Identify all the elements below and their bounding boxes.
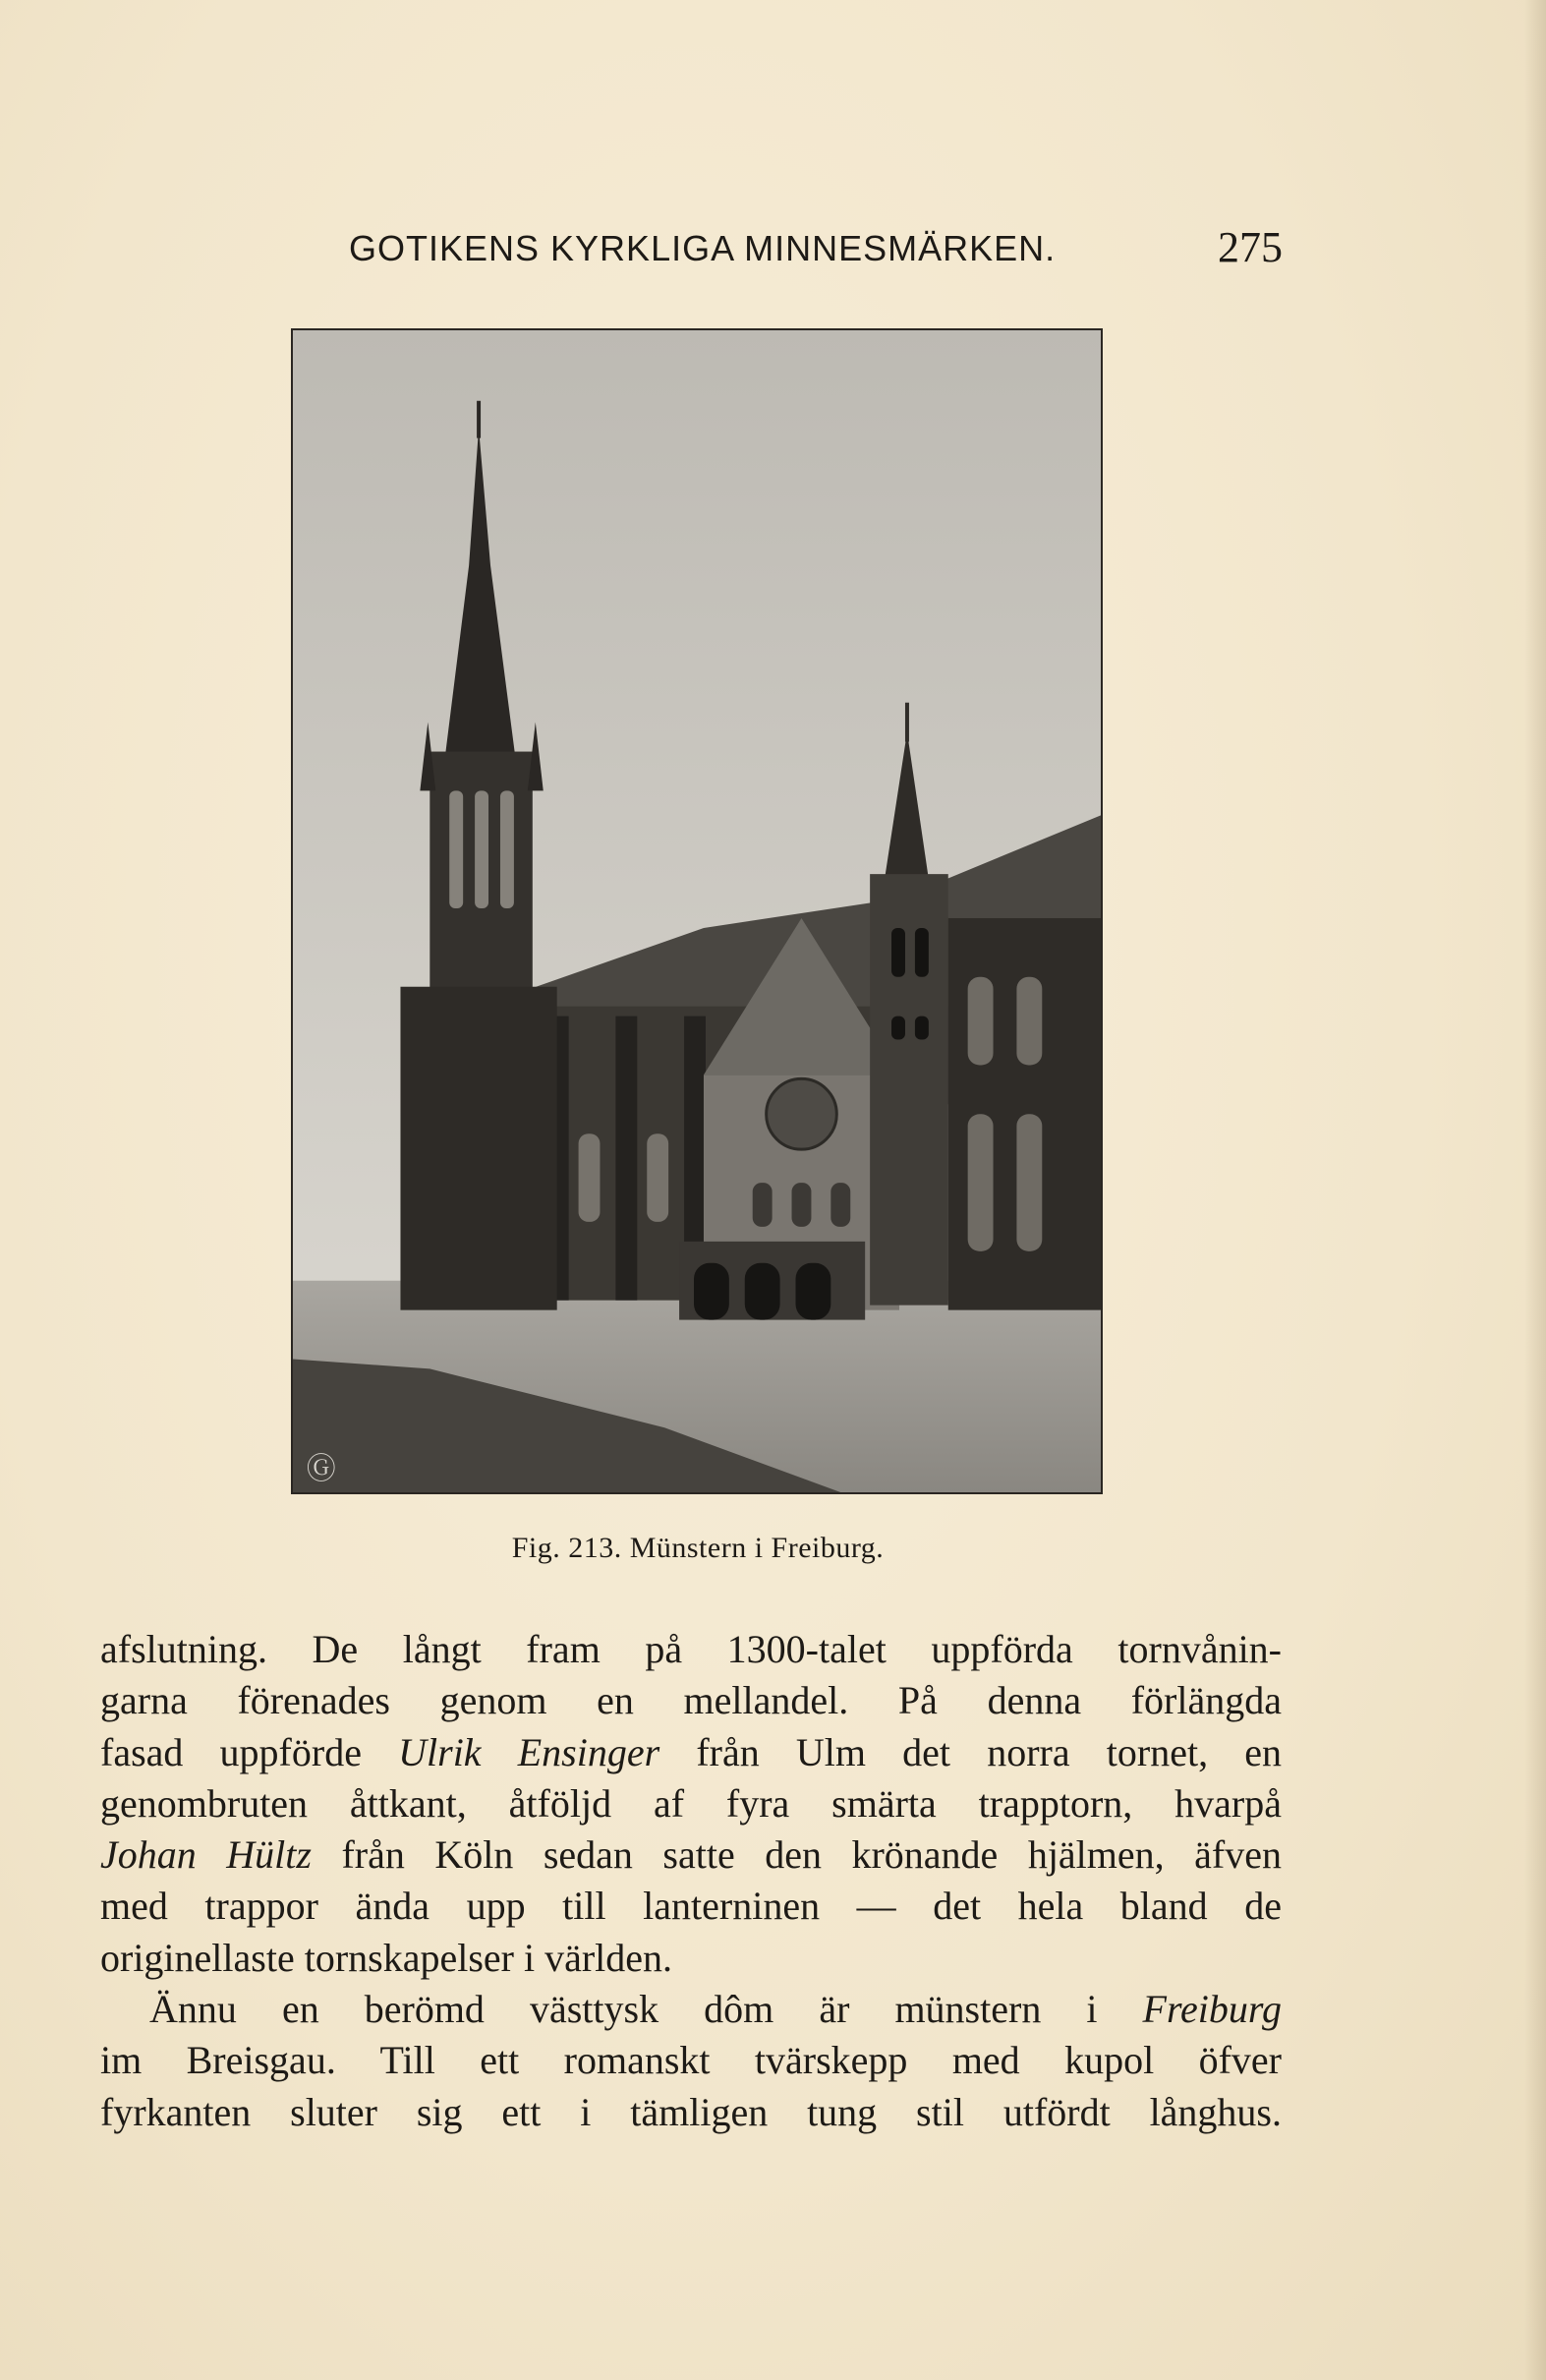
text-line-9: im Breisgau. Till ett romanskt tvärskepp med kupol öfver — [100, 2038, 1282, 2083]
text-line-4: genombruten åttkant, åtföljd af fyra smärta trapptorn, hvarpå — [100, 1780, 1282, 1826]
cathedral-photograph — [291, 328, 1103, 1494]
porch-arches — [694, 1263, 830, 1320]
figure-caption: Fig. 213. Münstern i Freiburg. — [511, 1532, 885, 1564]
transept-windows — [753, 1183, 851, 1227]
west-tower-base — [400, 987, 556, 1310]
text-line-6: med trappor ända upp till lanterninen — det hela bland de — [100, 1884, 1282, 1929]
text-line-2: garna förenades genom en mellandel. På denna förlängda — [100, 1678, 1282, 1723]
text-line-5: Johan Hültz från Köln sedan satte den krönande hjälmen, äfven — [100, 1832, 1282, 1878]
page-edge-shadow — [1524, 0, 1546, 2380]
page-number: 275 — [1218, 223, 1283, 271]
running-title: GOTIKENS KYRKLIGA MINNESMÄRKEN. — [349, 228, 1057, 268]
rose-window — [767, 1078, 837, 1149]
monogram: Ⓖ — [306, 1452, 336, 1487]
choir-wall — [948, 918, 1101, 1310]
name-ulrik-ensinger: Ulrik Ensinger — [398, 1729, 660, 1774]
text-line-3: fasad uppförde Ulrik Ensinger från Ulm det norra tornet, en — [100, 1729, 1282, 1774]
body-text — [100, 1624, 1282, 2138]
place-freiburg: Freiburg — [1142, 1987, 1282, 2032]
text-line-8: Ännu en berömd västtysk dôm är münstern i Freiburg — [149, 1987, 1282, 2032]
running-head — [349, 218, 1283, 277]
west-tower-openings — [449, 790, 514, 908]
east-tower — [870, 874, 948, 1306]
text-line-1: afslutning. De långt fram på 1300-talet uppförda tornvånin- — [100, 1627, 1282, 1671]
text-line-7: originellaste tornskapelser i världen. — [100, 1935, 673, 1980]
cathedral-illustration — [293, 330, 1101, 1492]
text-line-10: fyrkanten sluter sig ett i tämligen tung stil utfördt långhus. — [100, 2089, 1282, 2134]
name-johan-hultz: Johan Hültz — [100, 1832, 312, 1878]
